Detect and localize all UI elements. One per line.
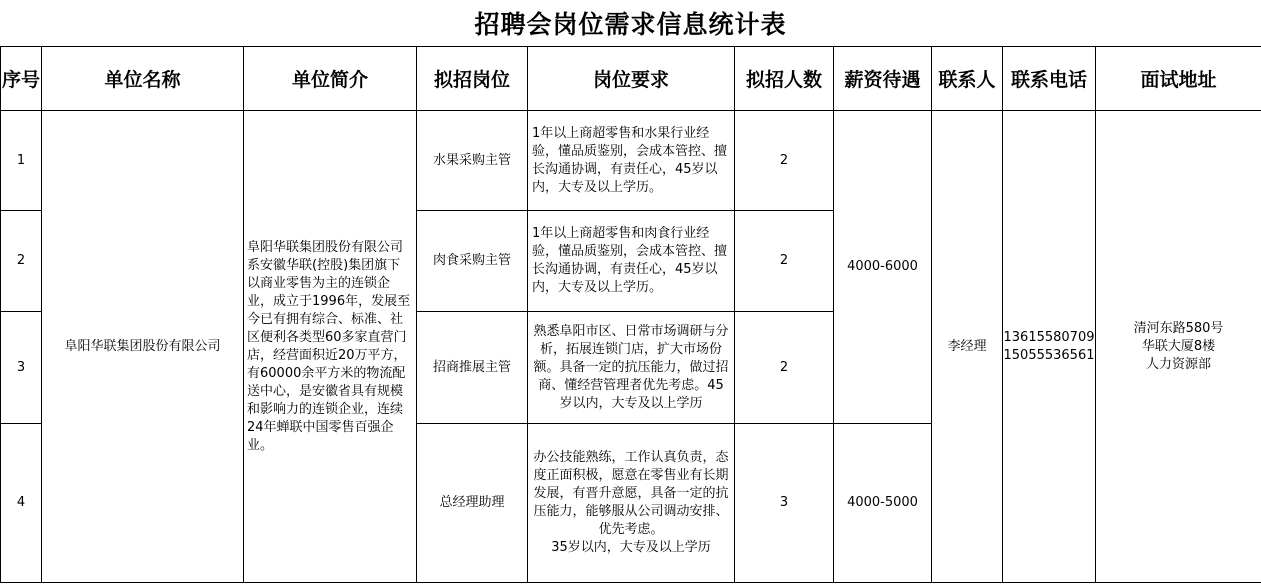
position-requirements: 1年以上商超零售和水果行业经验，懂品质鉴别，会成本管控、擅长沟通协调，有责任心，45岁以内，大专及以上学历。 [528, 111, 735, 211]
company-name: 阜阳华联集团股份有限公司 [42, 111, 244, 583]
position-name: 总经理助理 [417, 424, 528, 583]
address-line: 华联大厦8楼 [1141, 338, 1216, 354]
position-requirements: 1年以上商超零售和肉食行业经验，懂品质鉴别，会成本管控、擅长沟通协调，有责任心，45岁以内，大专及以上学历。 [528, 211, 735, 312]
address-line: 人力资源部 [1145, 356, 1211, 372]
position-requirements [528, 424, 735, 583]
headcount: 3 [735, 424, 834, 583]
sheet-title: 招聘会岗位需求信息统计表 [474, 10, 787, 39]
table-row [1, 111, 1261, 211]
interview-address [1096, 111, 1261, 583]
contact-phone [1003, 111, 1096, 583]
header-salary: 薪资待遇 [834, 47, 932, 111]
header-intro: 单位简介 [244, 47, 417, 111]
headcount: 2 [735, 211, 834, 312]
salary-range: 4000-5000 [834, 424, 932, 583]
row-seq: 2 [1, 211, 42, 312]
row-seq: 4 [1, 424, 42, 583]
address-line: 清河东路580号 [1133, 320, 1224, 336]
header-seq: 序号 [1, 47, 42, 111]
phone-number: 15055536561 [1003, 347, 1095, 363]
position-name: 水果采购主管 [417, 111, 528, 211]
salary-range: 4000-6000 [834, 111, 932, 424]
company-intro: 阜阳华联集团股份有限公司系安徽华联(控股)集团旗下以商业零售为主的连锁企业，成立于1996年，发展至今已有拥有综合、标准、社区便利各类型60多家直营门店，经营面积近20万平方，有60000余平方米的物流配送中心，是安徽省具有规模和影响力的连锁企业，连续24年蝉联中国零售百强企业。 [244, 111, 417, 583]
header-row [1, 47, 1261, 111]
header-position: 拟招岗位 [417, 47, 528, 111]
header-address: 面试地址 [1096, 47, 1261, 111]
position-requirements: 熟悉阜阳市区、日常市场调研与分析，拓展连锁门店，扩大市场份额。具备一定的抗压能力，做过招商、懂经营管理者优先考虑。45岁以内，大专及以上学历 [528, 312, 735, 424]
headcount: 2 [735, 312, 834, 424]
phone-number: 13615580709 [1003, 329, 1095, 345]
headcount: 2 [735, 111, 834, 211]
job-table [0, 46, 1261, 583]
header-phone: 联系电话 [1003, 47, 1096, 111]
requirements-text: 35岁以内，大专及以上学历 [551, 540, 711, 555]
header-requirements: 岗位要求 [528, 47, 735, 111]
header-company: 单位名称 [42, 47, 244, 111]
position-name: 肉食采购主管 [417, 211, 528, 312]
header-headcount: 拟招人数 [735, 47, 834, 111]
position-name: 招商推展主管 [417, 312, 528, 424]
header-contact: 联系人 [932, 47, 1003, 111]
requirements-text: 办公技能熟练，工作认真负责，态度正面积极，愿意在零售业有长期发展，有晋升意愿，具备一定的抗压能力，能够服从公司调动安排、优先考虑。 [533, 450, 729, 537]
row-seq: 1 [1, 111, 42, 211]
contact-person: 李经理 [932, 111, 1003, 583]
row-seq: 3 [1, 312, 42, 424]
